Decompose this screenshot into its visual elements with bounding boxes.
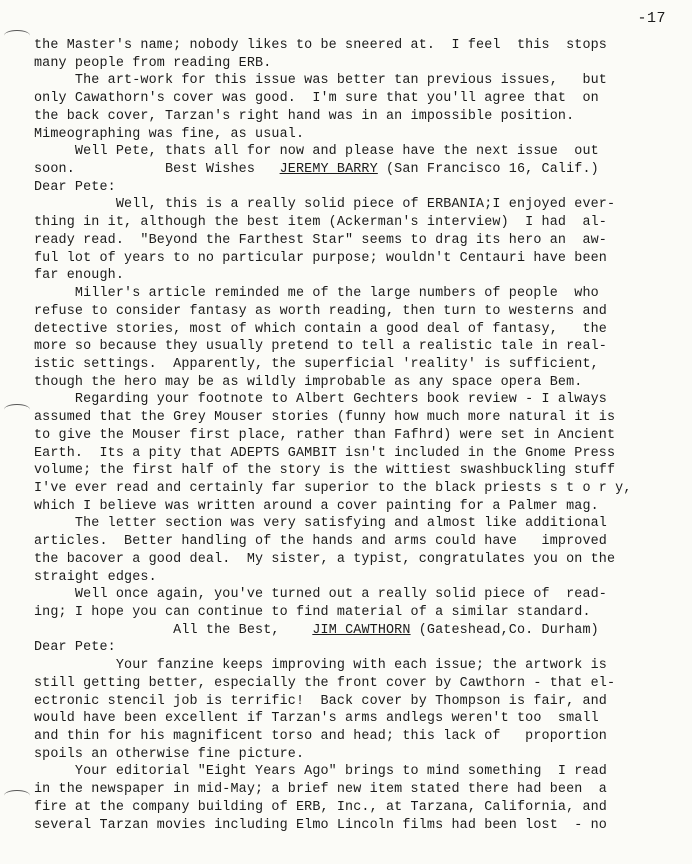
text-line	[34, 90, 670, 108]
text-line	[34, 728, 670, 746]
text-line	[34, 781, 670, 799]
text-line	[34, 250, 670, 268]
text-line	[34, 515, 670, 533]
line-text: Well, this is a really solid piece of ERBANIA;I enjoyed ever-	[34, 197, 616, 213]
text-line	[34, 356, 670, 374]
line-text: several Tarzan movies including Elmo Lincoln films had been lost - no	[34, 817, 607, 833]
line-text: Miller's article reminded me of the large numbers of people who	[34, 286, 599, 302]
line-text: still getting better, especially the front cover by Cawthorn - that el-	[34, 675, 616, 691]
line-text: The art-work for this issue was better tan previous issues, but	[34, 73, 607, 89]
text-line	[34, 37, 670, 55]
text-line	[34, 72, 670, 90]
line-text: spoils an otherwise fine picture.	[34, 746, 305, 762]
text-line	[34, 604, 670, 622]
text-line	[34, 303, 670, 321]
text-line	[34, 746, 670, 764]
line-text: ectronic stencil job is terrific! Back cover by Thompson is fair, and	[34, 693, 607, 709]
line-text: far enough.	[34, 268, 125, 284]
signature-name: JEREMY BARRY	[279, 162, 378, 178]
line-text: ing; I hope you can continue to find material of a similar standard.	[34, 605, 591, 620]
text-line	[34, 533, 670, 551]
text-line	[34, 675, 670, 693]
line-text: assumed that the Grey Mouser stories (funny how much more natural it is	[34, 410, 616, 426]
line-text: Well once again, you've turned out a really solid piece of read-	[34, 587, 607, 603]
line-text: Dear Pete:	[34, 179, 116, 195]
line-text: ful lot of years to no particular purpose; wouldn't Centauri have been	[34, 250, 607, 266]
text-line	[34, 161, 670, 179]
text-line	[34, 214, 670, 232]
text-line	[34, 179, 670, 197]
text-line	[34, 108, 670, 126]
text-line	[34, 374, 670, 392]
text-line	[34, 462, 670, 480]
line-text: Dear Pete:	[34, 640, 116, 656]
text-line	[34, 285, 670, 303]
text-line	[34, 586, 670, 604]
text-line	[34, 409, 670, 427]
line-text: the back cover, Tarzan's right hand was in an impossible position.	[34, 108, 575, 124]
punch-hole-mark	[4, 790, 30, 801]
line-text: the Master's name; nobody likes to be sneered at. I feel this stops	[34, 38, 607, 53]
line-text: I've ever read and certainly far superior to the black priests s t o r y,	[34, 480, 632, 496]
line-text: many people from reading ERB.	[34, 55, 272, 71]
line-text: straight edges.	[34, 569, 157, 585]
line-text: thing in it, although the best item (Ackerman's interview) I had al-	[34, 215, 607, 231]
line-text: All the Best,	[34, 622, 313, 638]
text-line	[34, 321, 670, 339]
text-line	[34, 143, 670, 161]
punch-hole-mark	[4, 404, 30, 415]
line-text: in the newspaper in mid-May; a brief new item stated there had been a	[34, 782, 607, 798]
text-line	[34, 763, 670, 781]
text-line	[34, 480, 670, 498]
text-line	[34, 639, 670, 657]
text-line	[34, 817, 670, 835]
text-line	[34, 498, 670, 516]
line-text: refuse to consider fantasy as worth reading, then turn to westerns and	[34, 303, 607, 319]
line-text: though the hero may be as wildly improbable as any space opera Bem.	[34, 374, 583, 390]
text-line	[34, 232, 670, 250]
text-line	[34, 427, 670, 445]
line-text: fire at the company building of ERB, Inc., at Tarzana, California, and	[34, 799, 607, 815]
text-line	[34, 657, 670, 675]
text-line	[34, 551, 670, 569]
signature-name: JIM CAWTHORN	[312, 622, 411, 638]
page-number: -17	[637, 10, 666, 27]
text-line	[34, 196, 670, 214]
line-text: istic settings. Apparently, the superficial 'reality' is sufficient,	[34, 356, 599, 372]
line-text: Your fanzine keeps improving with each issue; the artwork is	[34, 658, 607, 674]
line-text: Well Pete, thats all for now and please have the next issue out	[34, 144, 599, 160]
signature-location: (San Francisco 16, Calif.)	[377, 162, 599, 178]
line-text: which I believe was written around a cover painting for a Palmer mag.	[34, 498, 599, 514]
text-line	[34, 391, 670, 409]
line-text: The letter section was very satisfying and almost like additional	[34, 516, 607, 532]
text-line	[34, 569, 670, 587]
text-line	[34, 338, 670, 356]
line-text: the bacover a good deal. My sister, a typist, congratulates you on the	[34, 551, 616, 567]
text-line	[34, 126, 670, 144]
line-text: Regarding your footnote to Albert Gechters book review - I always	[34, 392, 607, 408]
text-line	[34, 622, 670, 640]
line-text: ready read. "Beyond the Farthest Star" seems to drag its hero an aw-	[34, 232, 607, 248]
signature-location: (Gateshead,Co. Durham)	[410, 622, 599, 638]
line-text: to give the Mouser first place, rather than Fafhrd) were set in Ancient	[34, 427, 616, 443]
line-text: would have been excellent if Tarzan's arms andlegs weren't too small	[34, 711, 599, 727]
punch-hole-mark	[4, 30, 30, 41]
line-text: detective stories, most of which contain a good deal of fantasy, the	[34, 321, 607, 337]
line-text: Mimeographing was fine, as usual.	[34, 126, 305, 142]
text-line	[34, 693, 670, 711]
line-text: soon. Best Wishes	[34, 162, 280, 178]
line-text: Your editorial "Eight Years Ago" brings to mind something I read	[34, 764, 607, 780]
text-line	[34, 55, 670, 73]
line-text: volume; the first half of the story is the wittiest swashbuckling stuff	[34, 463, 616, 479]
line-text: and thin for his magnificent torso and head; this lack of proportion	[34, 729, 607, 745]
text-line	[34, 445, 670, 463]
line-text: articles. Better handling of the hands and arms could have improved	[34, 534, 607, 550]
text-line	[34, 267, 670, 285]
line-text: only Cawathorn's cover was good. I'm sure that you'll agree that on	[34, 91, 599, 107]
text-line	[34, 799, 670, 817]
line-text: Earth. Its a pity that ADEPTS GAMBIT isn't included in the Gnome Press	[34, 445, 616, 461]
line-text: more so because they usually pretend to tell a realistic tale in real-	[34, 339, 607, 355]
text-line	[34, 710, 670, 728]
letter-column	[34, 37, 670, 834]
